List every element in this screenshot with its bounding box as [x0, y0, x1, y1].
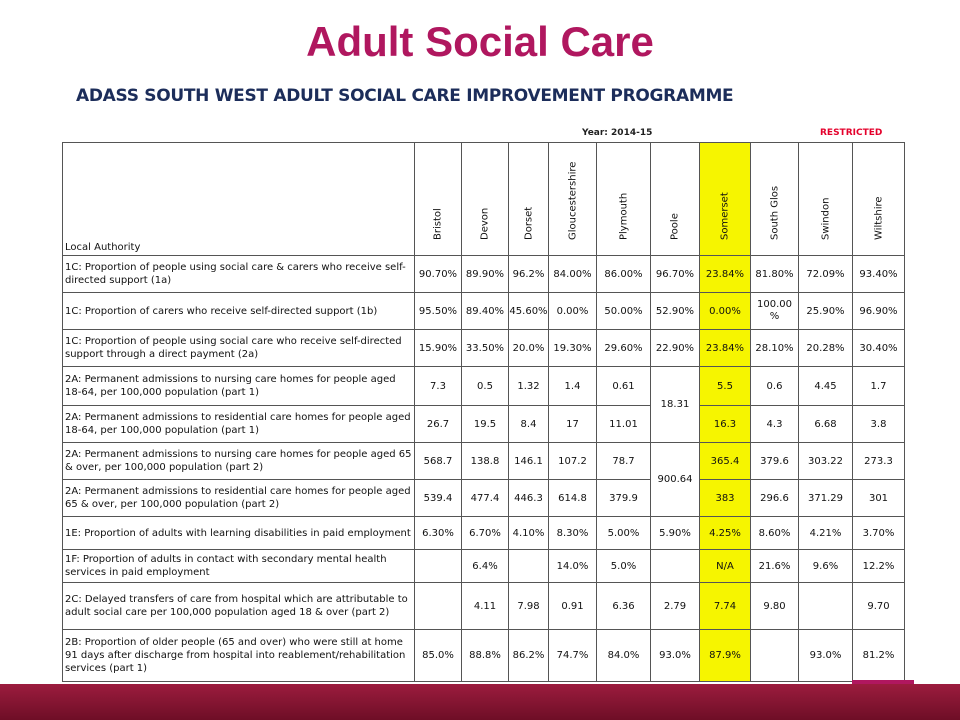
- value-cell: [509, 550, 549, 583]
- value-cell: 12.2%: [853, 550, 905, 583]
- indicator-label: 2B: Proportion of older people (65 and over) who were still at home 91 days after discharge from hospital into reablement/rehabilitation services (part 1): [63, 630, 415, 682]
- authority-header: [509, 143, 549, 256]
- value-cell: 90.70%: [415, 256, 462, 293]
- value-cell: 301: [853, 480, 905, 517]
- value-cell: [415, 583, 462, 630]
- authority-header-label: Somerset: [719, 192, 731, 240]
- authority-header-label: Wiltshire: [873, 196, 884, 240]
- value-cell: 900.64: [651, 443, 700, 517]
- value-cell: 273.3: [853, 443, 905, 480]
- value-cell: N/A: [700, 550, 751, 583]
- value-cell: 4.21%: [799, 517, 853, 550]
- value-cell: 4.11: [462, 583, 509, 630]
- value-cell: 30.40%: [853, 330, 905, 367]
- value-cell: 138.8: [462, 443, 509, 480]
- indicator-label: 2A: Permanent admissions to nursing care homes for people aged 65 & over, per 100,000 population (part 2): [63, 443, 415, 480]
- value-cell: 4.25%: [700, 517, 751, 550]
- value-cell: 96.90%: [853, 293, 905, 330]
- value-cell: 0.00%: [549, 293, 597, 330]
- value-cell: 93.0%: [651, 630, 700, 682]
- table-row: [63, 583, 905, 630]
- value-cell: 4.3: [751, 406, 799, 443]
- value-cell: 85.0%: [415, 630, 462, 682]
- authority-header: [751, 143, 799, 256]
- authority-header-label: Bristol: [432, 208, 444, 240]
- value-cell: 18.31: [651, 367, 700, 443]
- table-row: [63, 630, 905, 682]
- value-cell: 3.8: [853, 406, 905, 443]
- value-cell: 0.6: [751, 367, 799, 406]
- value-cell: 96.70%: [651, 256, 700, 293]
- value-cell: 9.6%: [799, 550, 853, 583]
- value-cell: 303.22: [799, 443, 853, 480]
- value-cell: 0.61: [597, 367, 651, 406]
- value-cell: 74.7%: [549, 630, 597, 682]
- value-cell: [799, 583, 853, 630]
- value-cell: 21.6%: [751, 550, 799, 583]
- value-cell: 6.70%: [462, 517, 509, 550]
- value-cell: 296.6: [751, 480, 799, 517]
- indicator-label: 2A: Permanent admissions to nursing care homes for people aged 18-64, per 100,000 population (part 1): [63, 367, 415, 406]
- value-cell: 3.70%: [853, 517, 905, 550]
- value-cell: 11.01: [597, 406, 651, 443]
- value-cell: 45.60%: [509, 293, 549, 330]
- table-row: [63, 256, 905, 293]
- authority-header-label: Swindon: [820, 197, 831, 240]
- value-cell: 50.00%: [597, 293, 651, 330]
- indicator-label: 1C: Proportion of people using social care who receive self-directed support through a direct payment (2a): [63, 330, 415, 367]
- value-cell: 28.10%: [751, 330, 799, 367]
- value-cell: 81.2%: [853, 630, 905, 682]
- value-cell: [651, 550, 700, 583]
- value-cell: 29.60%: [597, 330, 651, 367]
- authority-header: [700, 143, 751, 256]
- value-cell: 7.98: [509, 583, 549, 630]
- authority-header: [651, 143, 700, 256]
- table-row: [63, 443, 905, 480]
- value-cell: 72.09%: [799, 256, 853, 293]
- authority-header: [462, 143, 509, 256]
- table-row: [63, 367, 905, 406]
- value-cell: 146.1: [509, 443, 549, 480]
- value-cell: 17: [549, 406, 597, 443]
- value-cell: 568.7: [415, 443, 462, 480]
- value-cell: 5.5: [700, 367, 751, 406]
- authority-header: [415, 143, 462, 256]
- value-cell: 19.5: [462, 406, 509, 443]
- restricted-label: RESTRICTED: [820, 128, 883, 138]
- value-cell: 23.84%: [700, 330, 751, 367]
- value-cell: 6.36: [597, 583, 651, 630]
- value-cell: 614.8: [549, 480, 597, 517]
- value-cell: [415, 550, 462, 583]
- value-cell: 6.4%: [462, 550, 509, 583]
- local-authority-header: Local Authority: [63, 143, 415, 256]
- table-row: [63, 293, 905, 330]
- authority-header-label: Poole: [669, 213, 681, 240]
- table-row: [63, 406, 905, 443]
- authority-header-label: Devon: [479, 207, 491, 240]
- value-cell: 14.0%: [549, 550, 597, 583]
- value-cell: 365.4: [700, 443, 751, 480]
- value-cell: 93.40%: [853, 256, 905, 293]
- authority-header: [549, 143, 597, 256]
- page-title: Adult Social Care: [306, 18, 654, 65]
- value-cell: 16.3: [700, 406, 751, 443]
- indicator-label: 1E: Proportion of adults with learning disabilities in paid employment: [63, 517, 415, 550]
- indicator-label: 2A: Permanent admissions to residential care homes for people aged 18-64, per 100,000 population (part 1): [63, 406, 415, 443]
- value-cell: 379.6: [751, 443, 799, 480]
- value-cell: 52.90%: [651, 293, 700, 330]
- value-cell: 8.30%: [549, 517, 597, 550]
- value-cell: 446.3: [509, 480, 549, 517]
- value-cell: 84.00%: [549, 256, 597, 293]
- value-cell: 1.4: [549, 367, 597, 406]
- value-cell: 93.0%: [799, 630, 853, 682]
- authority-header: [597, 143, 651, 256]
- year-row: [0, 128, 960, 142]
- table-row: [63, 480, 905, 517]
- value-cell: 371.29: [799, 480, 853, 517]
- value-cell: 19.30%: [549, 330, 597, 367]
- table-row: [63, 330, 905, 367]
- value-cell: 383: [700, 480, 751, 517]
- value-cell: [751, 630, 799, 682]
- authority-header-label: Gloucestershire: [567, 161, 578, 240]
- value-cell: 100.00 %: [751, 293, 799, 330]
- value-cell: 81.80%: [751, 256, 799, 293]
- value-cell: 5.00%: [597, 517, 651, 550]
- value-cell: 6.68: [799, 406, 853, 443]
- value-cell: 539.4: [415, 480, 462, 517]
- authority-header-label: South Glos: [769, 185, 780, 240]
- value-cell: 22.90%: [651, 330, 700, 367]
- value-cell: 26.7: [415, 406, 462, 443]
- value-cell: 87.9%: [700, 630, 751, 682]
- value-cell: 5.0%: [597, 550, 651, 583]
- value-cell: 20.28%: [799, 330, 853, 367]
- value-cell: 86.00%: [597, 256, 651, 293]
- value-cell: 78.7: [597, 443, 651, 480]
- indicator-label: 2C: Delayed transfers of care from hospital which are attributable to adult social care per 100,000 population aged 18 & over (part 2): [63, 583, 415, 630]
- value-cell: 9.80: [751, 583, 799, 630]
- table-row: [63, 550, 905, 583]
- value-cell: 5.90%: [651, 517, 700, 550]
- value-cell: 0.5: [462, 367, 509, 406]
- header-row: [63, 143, 905, 256]
- indicators-table: [62, 142, 905, 682]
- value-cell: 20.0%: [509, 330, 549, 367]
- value-cell: 379.9: [597, 480, 651, 517]
- value-cell: 23.84%: [700, 256, 751, 293]
- value-cell: 1.7: [853, 367, 905, 406]
- value-cell: 4.10%: [509, 517, 549, 550]
- value-cell: 25.90%: [799, 293, 853, 330]
- value-cell: 1.32: [509, 367, 549, 406]
- value-cell: 84.0%: [597, 630, 651, 682]
- value-cell: 89.90%: [462, 256, 509, 293]
- authority-header-label: Plymouth: [618, 192, 629, 240]
- authority-header: [799, 143, 853, 256]
- value-cell: 2.79: [651, 583, 700, 630]
- footer-bar: [0, 684, 960, 720]
- value-cell: 88.8%: [462, 630, 509, 682]
- value-cell: 4.45: [799, 367, 853, 406]
- year-label: Year: 2014-15: [582, 128, 653, 138]
- table-row: [63, 517, 905, 550]
- value-cell: 0.91: [549, 583, 597, 630]
- indicator-label: 1C: Proportion of carers who receive self-directed support (1b): [63, 293, 415, 330]
- indicator-label: 1C: Proportion of people using social care & carers who receive self-directed support (1a): [63, 256, 415, 293]
- value-cell: 95.50%: [415, 293, 462, 330]
- value-cell: 477.4: [462, 480, 509, 517]
- value-cell: 7.3: [415, 367, 462, 406]
- value-cell: 89.40%: [462, 293, 509, 330]
- value-cell: 107.2: [549, 443, 597, 480]
- value-cell: 8.60%: [751, 517, 799, 550]
- value-cell: 86.2%: [509, 630, 549, 682]
- authority-header-label: Dorset: [523, 206, 534, 240]
- value-cell: 8.4: [509, 406, 549, 443]
- authority-header: [853, 143, 905, 256]
- value-cell: 0.00%: [700, 293, 751, 330]
- value-cell: 15.90%: [415, 330, 462, 367]
- value-cell: 6.30%: [415, 517, 462, 550]
- value-cell: 9.70: [853, 583, 905, 630]
- value-cell: 96.2%: [509, 256, 549, 293]
- programme-subtitle: ADASS SOUTH WEST ADULT SOCIAL CARE IMPROVEMENT PROGRAMME: [76, 86, 734, 106]
- indicator-label: 2A: Permanent admissions to residential care homes for people aged 65 & over, per 100,000 population (part 2): [63, 480, 415, 517]
- indicator-label: 1F: Proportion of adults in contact with secondary mental health services in paid employment: [63, 550, 415, 583]
- value-cell: 7.74: [700, 583, 751, 630]
- value-cell: 33.50%: [462, 330, 509, 367]
